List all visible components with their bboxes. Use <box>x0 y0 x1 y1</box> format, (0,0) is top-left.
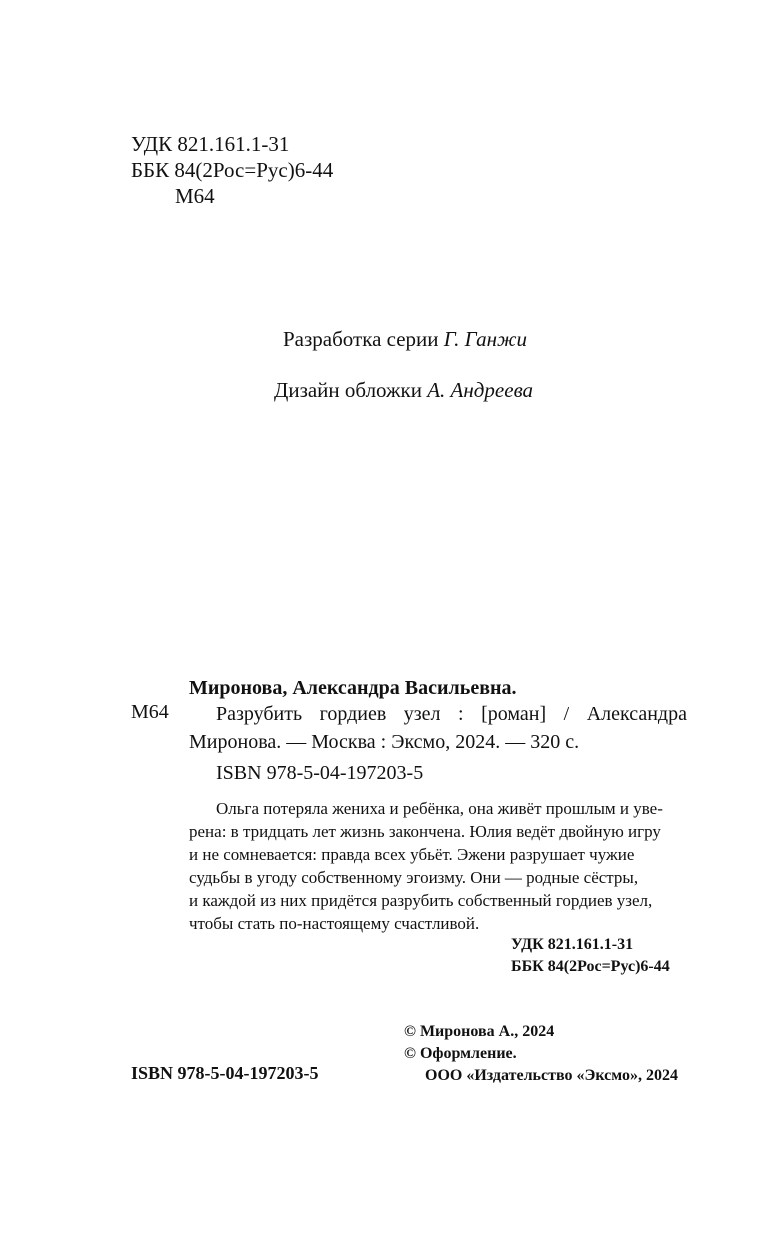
title-word: Разрубить <box>216 703 303 725</box>
series-credit <box>283 327 527 352</box>
title-word: узел <box>403 703 441 725</box>
annotation-line: Ольга потеряла жениха и ребёнка, она живёт прошлым и уве- <box>216 799 663 818</box>
cover-credit-label: Дизайн обложки <box>274 378 422 402</box>
annotation-line: судьбы в угоду собственному эгоизму. Они — родные сёстры, <box>189 868 639 887</box>
cover-credit-name: А. Андреева <box>427 378 534 402</box>
copyright-publisher: ООО «Издательство «Эксмо», 2024 <box>425 1067 678 1084</box>
annotation-line: рена: в тридцать лет жизнь закончена. Юлия ведёт двойную игру <box>189 822 661 841</box>
classification-codes-bottom <box>511 934 670 978</box>
record-description <box>189 700 687 756</box>
author-mark: М64 <box>175 184 215 208</box>
copyright-author: © Миронова А., 2024 <box>404 1023 555 1040</box>
record-imprint-line: Миронова. — Москва : Эксмо, 2024. — 320 с. <box>189 731 580 753</box>
record-title-line <box>189 700 687 728</box>
udk-code-bottom: УДК 821.161.1-31 <box>511 936 634 953</box>
record-author: Миронова, Александра Васильевна. <box>189 677 517 699</box>
cover-credit <box>274 378 533 403</box>
annotation <box>189 797 663 935</box>
title-word: Александра <box>586 703 687 725</box>
series-credit-name: Г. Ганжи <box>443 327 528 351</box>
copyright-block <box>404 1021 678 1087</box>
title-word: / <box>563 703 570 725</box>
record-shelf-mark: М64 <box>131 701 169 723</box>
classification-codes-top <box>131 131 333 209</box>
annotation-line: и каждой из них придётся разрубить собственный гордиев узел, <box>189 891 653 910</box>
udk-code: УДК 821.161.1-31 <box>131 132 290 156</box>
isbn-bottom: ISBN 978-5-04-197203-5 <box>131 1063 319 1083</box>
copyright-design: © Оформление. <box>404 1045 517 1062</box>
title-word: гордиев <box>319 703 387 725</box>
annotation-line: и не сомневается: правда всех убьёт. Эжени разрушает чужие <box>189 845 635 864</box>
title-word: : <box>458 703 464 725</box>
title-word: [роман] <box>481 703 547 725</box>
annotation-line: чтобы стать по-настоящему счастливой. <box>189 914 480 933</box>
record-isbn: ISBN 978-5-04-197203-5 <box>216 762 424 784</box>
bbk-code-bottom: ББК 84(2Рос=Рус)6-44 <box>511 958 670 975</box>
series-credit-label: Разработка серии <box>283 327 439 351</box>
bbk-code: ББК 84(2Рос=Рус)6-44 <box>131 158 334 182</box>
